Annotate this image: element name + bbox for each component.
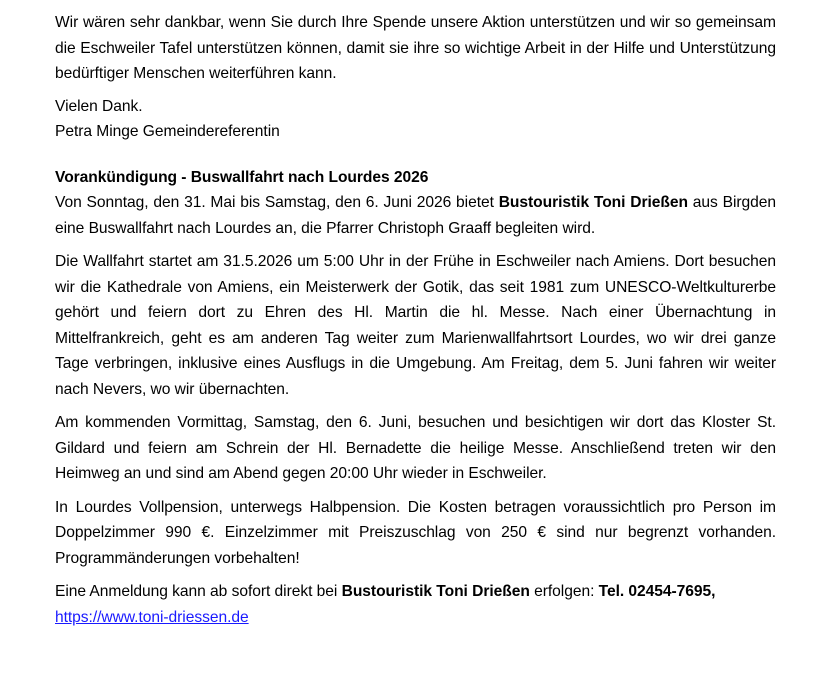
return-trip-paragraph: Am kommenden Vormittag, Samstag, den 6. Juni, besuchen und besichtigen wir dort das Kloster St. Gildard und feiern am Schrein der Hl. Bernadette die heilige Messe. Anschließend treten wir den Heimweg an und sind am Abend gegen 20:00 Uhr wieder in Eschweiler. — [55, 414, 776, 482]
registration-text-start: Eine Anmeldung kann ab sofort direkt bei — [55, 583, 342, 600]
costs-paragraph: In Lourdes Vollpension, unterwegs Halbpension. Die Kosten betragen voraussichtlich pro Person im Doppelzimmer 990 €. Einzelzimmer mit Preiszuschlag von 250 € sind nur begrenzt vorhanden. Programmänderungen vorbehalten! — [55, 498, 776, 567]
registration-text-middle: erfolgen: — [529, 583, 599, 600]
intro-paragraph — [55, 190, 776, 241]
intro-text-start: Von Sonntag, den 31. Mai bis Samstag, den 6. Juni 2026 bietet — [55, 194, 499, 211]
phone-number: Tel. 02454-7695, — [598, 583, 716, 600]
registration-company-name: Bustouristik Toni Drießen — [341, 583, 530, 600]
website-link[interactable]: https://www.toni-driessen.de — [55, 608, 249, 626]
thanks-line: Vielen Dank. — [55, 97, 143, 115]
registration-paragraph — [55, 579, 776, 630]
itinerary-paragraph: Die Wallfahrt startet am 31.5.2026 um 5:00 Uhr in der Frühe in Eschweiler nach Amiens. Dort besuchen wir die Kathedrale von Amiens, ein Meisterwerk der Gotik, das seit 1981 zum UNESCO-Weltkulturerbe gehört und feiern dort zu Ehren des Hl. Martin die hl. Messe. Nach einer Übernachtung in Mittelfrankreich, geht es am anderen Tag weiter zum Marienwallfahrtsort Lourdes, wo wir drei ganze Tage verbringen, inklusive eines Ausflugs in die Umgebung. Am Freitag, dem 5. Juni fahren wir weiter nach Nevers, wo wir übernachten. — [55, 253, 776, 398]
intro-text-end: aus Birgden eine Buswallfahrt nach Lourdes an, die Pfarrer Christoph Graaff begleiten wird. — [55, 194, 776, 237]
signature-line: Petra Minge Gemeindereferentin — [55, 123, 280, 140]
section-heading: Vorankündigung - Buswallfahrt nach Lourdes 2026 — [55, 168, 429, 186]
donation-paragraph: Wir wären sehr dankbar, wenn Sie durch Ihre Spende unsere Aktion unterstützen und wir so gemeinsam die Eschweiler Tafel unterstützen können, damit sie ihre so wichtige Arbeit in der Hilfe und Unterstützung bedürftiger Menschen weiterführen kann. — [55, 14, 776, 82]
company-name: Bustouristik Toni Drießen — [498, 194, 688, 211]
